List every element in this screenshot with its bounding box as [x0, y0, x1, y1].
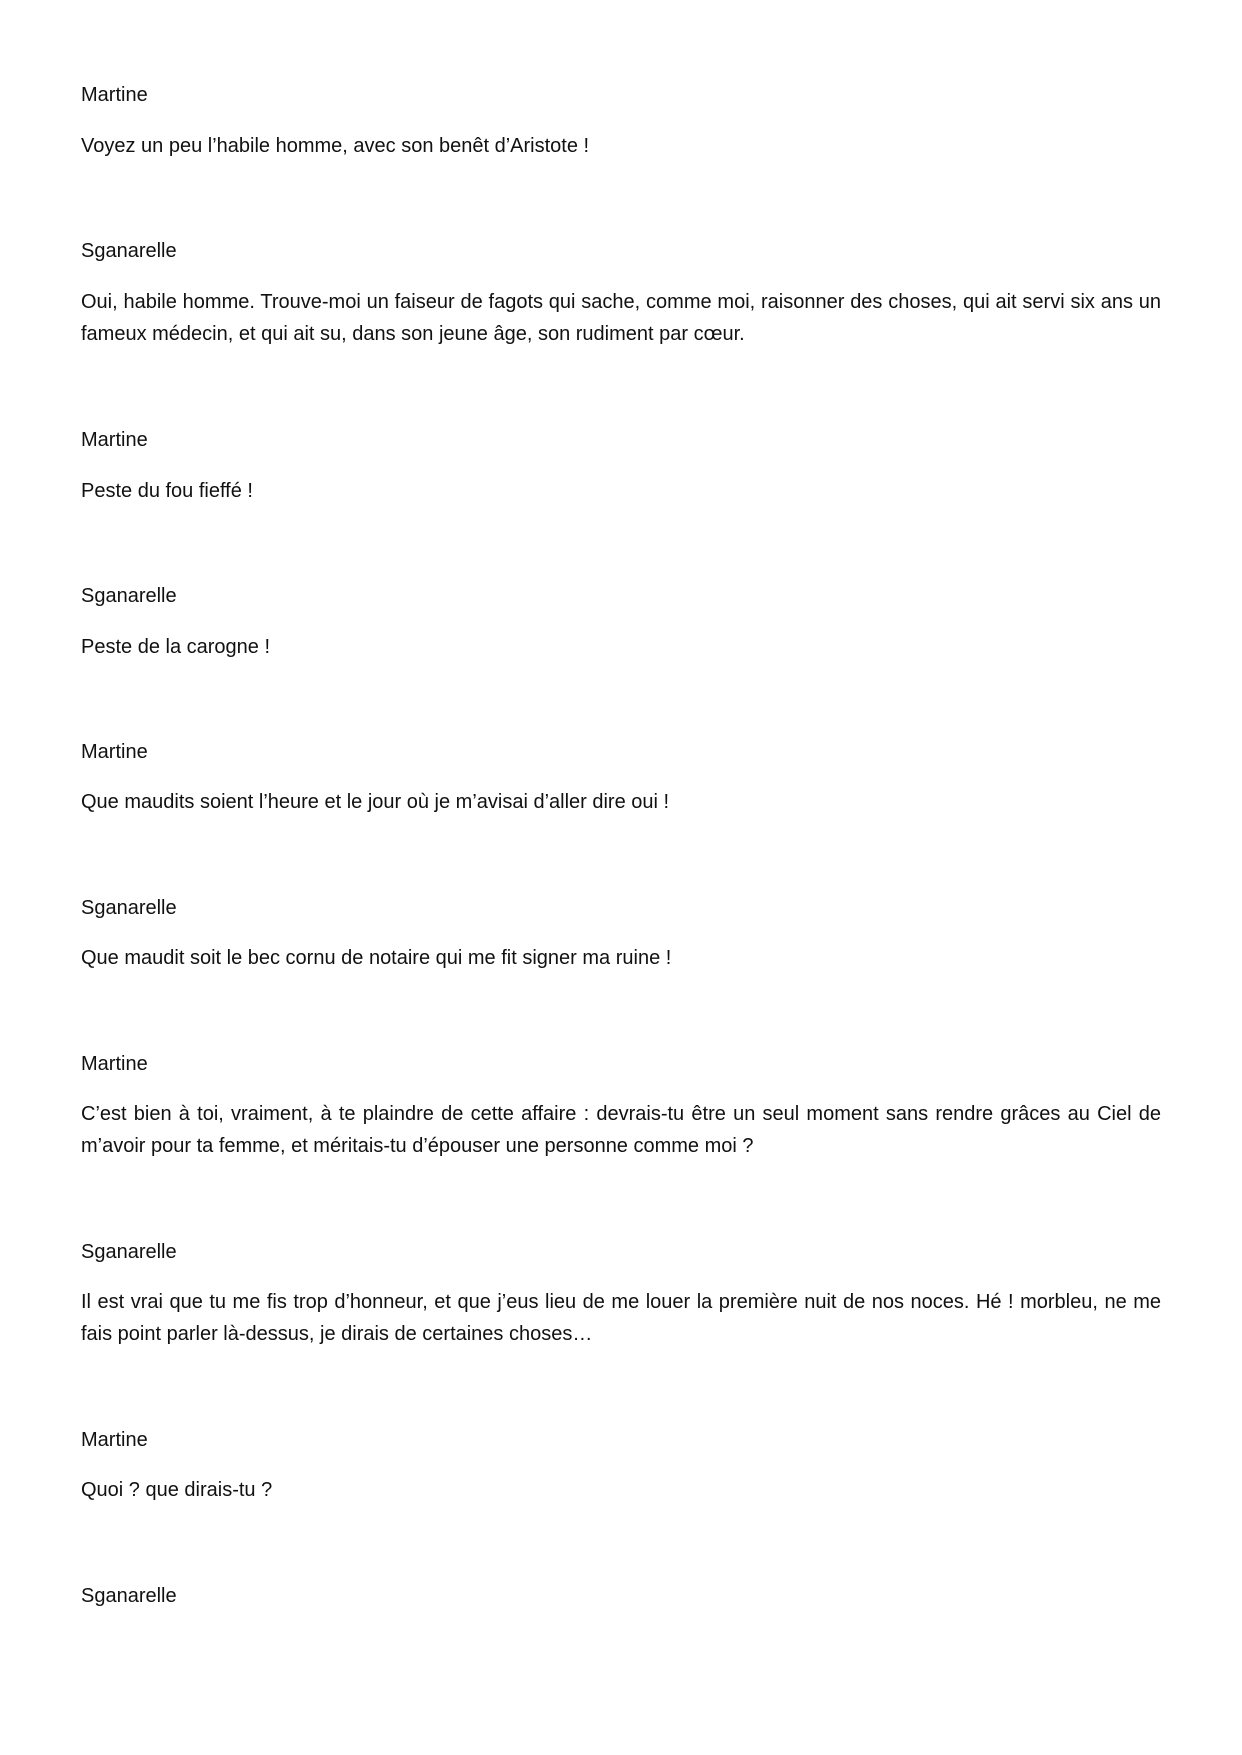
speaker-name: Martine: [81, 84, 148, 106]
dialogue-line: Peste du fou fieffé !: [81, 480, 253, 502]
dialogue-line: Que maudits soient l’heure et le jour où je m’avisai d’aller dire oui !: [81, 791, 670, 813]
dialogue-line: Quoi ? que dirais-tu ?: [81, 1479, 273, 1501]
dialogue-line: Oui, habile homme. Trouve-moi un faiseur de fagots qui sache, comme moi, raisonner des choses, qui ait servi six ans un fameux médecin, et qui ait su, dans son jeune âge, son rudiment par cœur.: [81, 291, 1161, 345]
speaker-name: Martine: [81, 429, 148, 451]
speaker-name: Sganarelle: [81, 1241, 177, 1263]
speaker-name: Sganarelle: [81, 585, 177, 607]
dialogue-line: Voyez un peu l’habile homme, avec son benêt d’Aristote !: [81, 135, 590, 157]
dialogue-line: C’est bien à toi, vraiment, à te plaindre de cette affaire : devrais-tu être un seul moment sans rendre grâces au Ciel de m’avoir pour ta femme, et méritais-tu d’épouser une personne comme moi ?: [81, 1103, 1161, 1157]
dialogue-line: Que maudit soit le bec cornu de notaire qui me fit signer ma ruine !: [81, 947, 672, 969]
dialogue-line: Il est vrai que tu me fis trop d’honneur, et que j’eus lieu de me louer la première nuit de nos noces. Hé ! morbleu, ne me fais point parler là-dessus, je dirais de certaines choses…: [81, 1291, 1161, 1345]
speaker-name: Sganarelle: [81, 897, 177, 919]
speaker-name: Sganarelle: [81, 1585, 177, 1607]
speaker-name: Martine: [81, 1429, 148, 1451]
speaker-name: Martine: [81, 741, 148, 763]
dialogue-line: Peste de la carogne !: [81, 636, 271, 658]
speaker-name: Martine: [81, 1053, 148, 1075]
speaker-name: Sganarelle: [81, 240, 177, 262]
